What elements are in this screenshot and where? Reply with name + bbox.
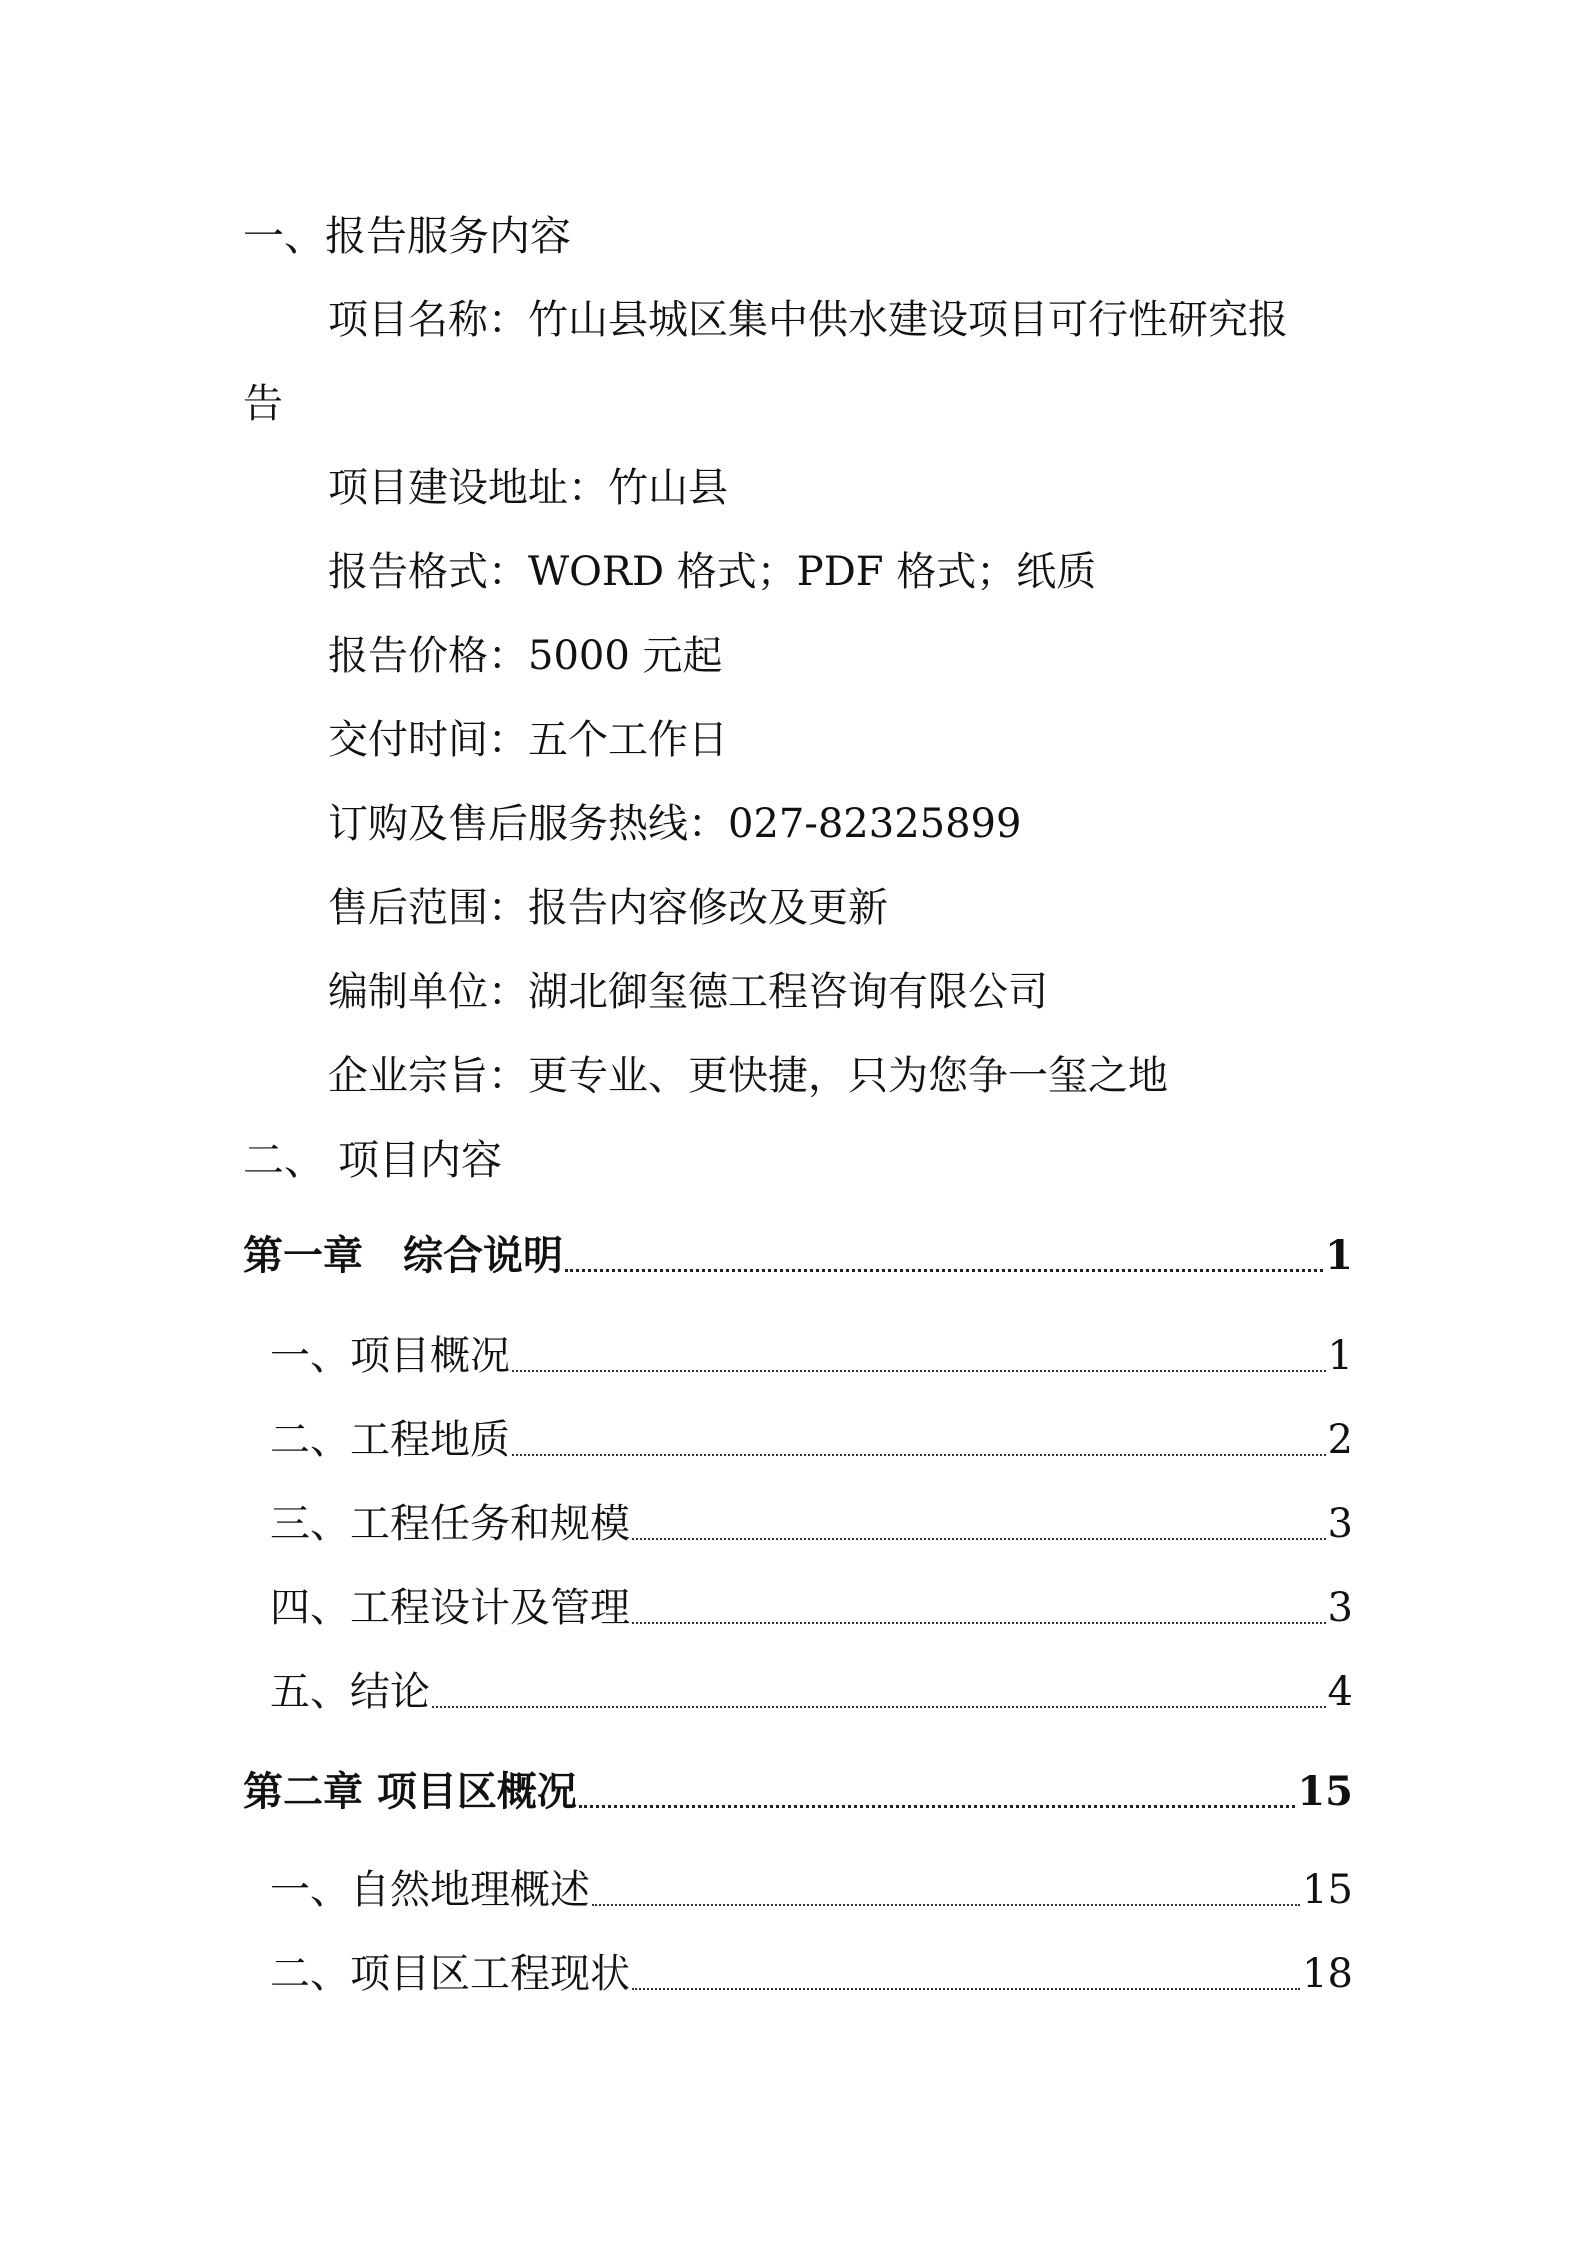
section-heading-service: 一、报告服务内容	[243, 212, 571, 260]
toc-page-number: 15	[1302, 1867, 1353, 1913]
toc-label: 四、工程设计及管理	[270, 1585, 630, 1631]
toc-page-number: 18	[1302, 1951, 1353, 1997]
toc-leader	[512, 1328, 1326, 1384]
toc-leader	[632, 1580, 1326, 1636]
toc-label: 一、自然地理概述	[270, 1867, 590, 1913]
toc-entry[interactable]	[270, 1412, 1353, 1468]
toc-label: 二、工程地质	[270, 1417, 510, 1463]
toc-entry[interactable]	[270, 1664, 1353, 1720]
project-name-line1: 项目名称：竹山县城区集中供水建设项目可行性研究报	[328, 297, 1288, 343]
project-name-line2: 告	[243, 381, 283, 427]
toc-leader	[512, 1412, 1326, 1468]
company-motto: 企业宗旨：更专业、更快捷，只为您争一玺之地	[328, 1053, 1168, 1099]
toc-entry[interactable]	[270, 1862, 1353, 1918]
toc-label: 一、项目概况	[270, 1333, 510, 1379]
toc-label: 第二章 项目区概况	[243, 1768, 577, 1815]
toc-page-number: 3	[1327, 1501, 1353, 1547]
toc-page-number: 3	[1327, 1585, 1353, 1631]
toc-label: 三、工程任务和规模	[270, 1501, 630, 1547]
toc-entry[interactable]	[270, 1328, 1353, 1384]
toc-entry[interactable]	[270, 1946, 1353, 2002]
toc-entry[interactable]	[270, 1496, 1353, 1552]
section-heading-content: 二、 项目内容	[243, 1136, 503, 1184]
toc-entry[interactable]	[270, 1580, 1353, 1636]
report-format: 报告格式：WORD 格式；PDF 格式；纸质	[328, 549, 1097, 595]
toc-page-number: 2	[1327, 1417, 1353, 1463]
toc-leader	[632, 1496, 1326, 1552]
toc-leader	[579, 1764, 1295, 1820]
toc-page-number: 1	[1325, 1232, 1353, 1279]
after-sales-scope: 售后范围：报告内容修改及更新	[328, 885, 888, 931]
toc-leader	[632, 1946, 1300, 2002]
service-hotline: 订购及售后服务热线：027-82325899	[328, 801, 1022, 847]
toc-leader	[592, 1862, 1300, 1918]
toc-leader	[432, 1664, 1326, 1720]
toc-entry[interactable]	[243, 1764, 1353, 1820]
delivery-time: 交付时间：五个工作日	[328, 717, 728, 763]
toc-page-number: 4	[1327, 1669, 1353, 1715]
toc-page-number: 1	[1327, 1333, 1353, 1379]
toc-entry[interactable]	[243, 1228, 1353, 1284]
toc-page-number: 15	[1297, 1768, 1353, 1815]
toc-leader	[565, 1228, 1323, 1284]
toc-label: 五、结论	[270, 1669, 430, 1715]
project-address: 项目建设地址：竹山县	[328, 465, 728, 511]
compiler-unit: 编制单位：湖北御玺德工程咨询有限公司	[328, 969, 1048, 1015]
toc-label: 第一章 综合说明	[243, 1232, 563, 1279]
toc-label: 二、项目区工程现状	[270, 1951, 630, 1997]
report-price: 报告价格：5000 元起	[328, 633, 723, 679]
